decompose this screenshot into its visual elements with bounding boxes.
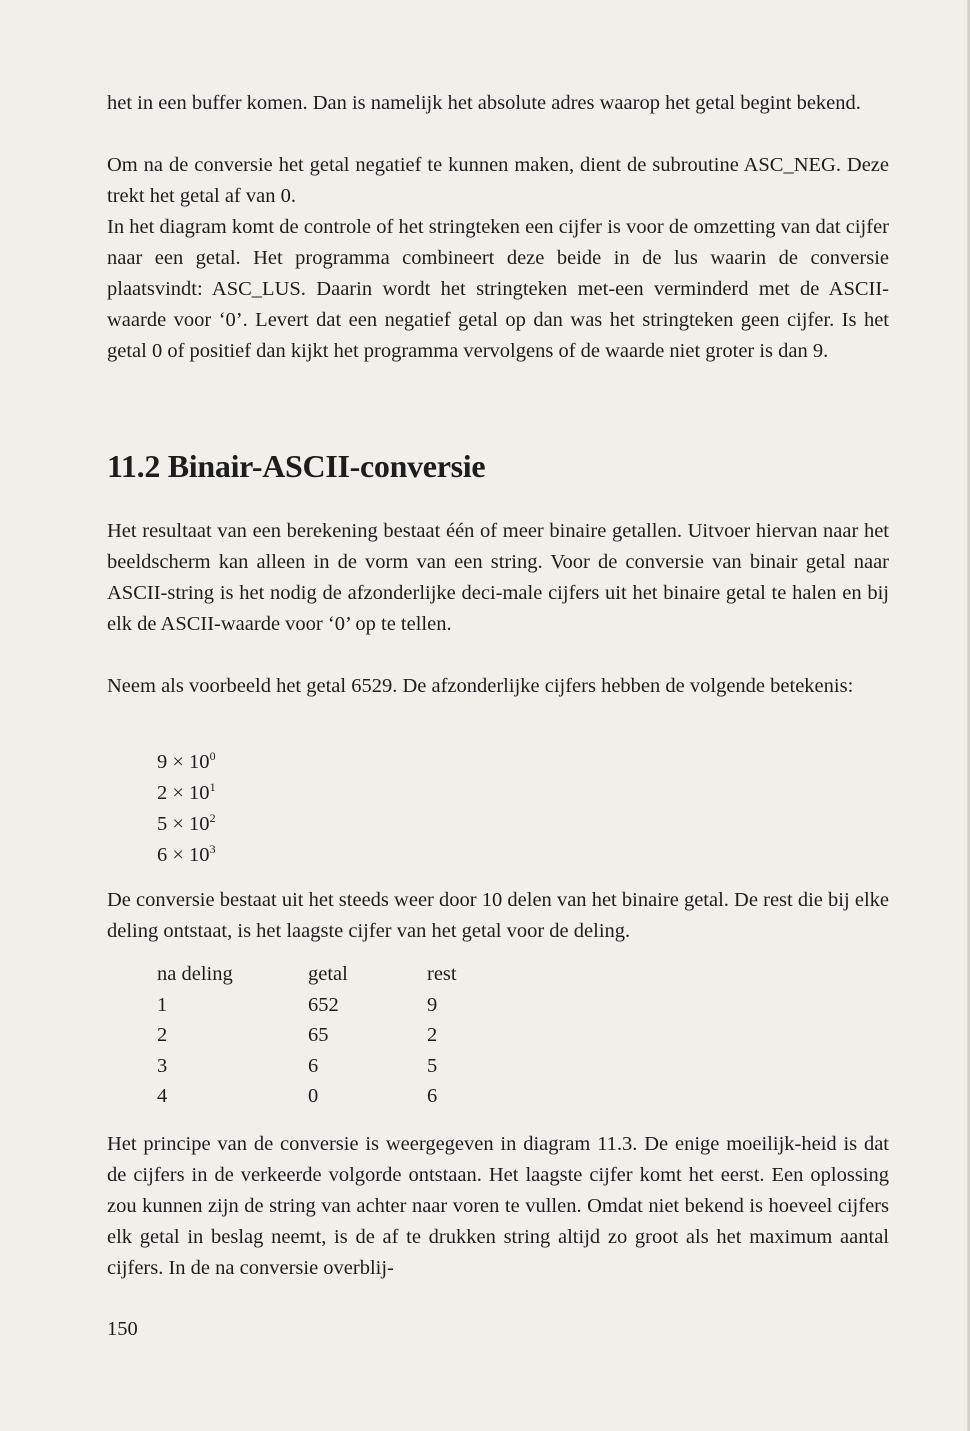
page-number: 150: [107, 1318, 138, 1340]
power-exponent: 1: [209, 780, 216, 794]
table-cell: 0: [308, 1085, 319, 1107]
power-base: 2 × 10: [157, 782, 210, 804]
power-line-1: [157, 778, 216, 809]
table-cell: 6: [308, 1054, 319, 1077]
paragraph-conversion: De conversie bestaat uit het steeds weer door 10 delen van het binaire getal. De rest die bij elke deling ontstaat, is het laagste cijfer van het getal voor de deling.: [107, 889, 889, 942]
power-line-3: [157, 840, 216, 871]
paragraph-buffer: het in een buffer komen. Dan is namelijk het absolute adres waarop het getal begint bekend.: [107, 92, 861, 114]
table-cell: 5: [427, 1054, 438, 1077]
table-cell: 3: [157, 1054, 168, 1077]
power-line-2: [157, 809, 216, 840]
power-line-0: [157, 747, 216, 778]
paragraph-diagram-control: In het diagram komt de controle of het stringteken een cijfer is voor de omzetting van dat cijfer naar een getal. Het programma combineert deze beide in de lus waarin de conversie plaatsvindt: ASC_LUS. Daarin wordt het stringteken met-een verminderd met de ASCII-waarde voor ‘0’. Levert dat een negatief getal op dan was het stringteken geen cijfer. Is het getal 0 of positief dan kijkt het programma vervolgens of de waarde niet groter is dan 9.: [107, 216, 889, 362]
section-heading: 11.2 Binair-ASCII-conversie: [107, 448, 486, 484]
table-cell: 1: [157, 993, 168, 1016]
paragraph-example: Neem als voorbeeld het getal 6529. De afzonderlijke cijfers hebben de volgende betekenis:: [107, 675, 854, 697]
paragraph-principle: Het principe van de conversie is weergegeven in diagram 11.3. De enige moeilijk-heid is dat de cijfers in de verkeerde volgorde ontstaan. Het laagste cijfer komt het eerst. Een oplossing zou kunnen zijn de string van achter naar voren te vullen. Omdat niet bekend is hoeveel cijfers elk getal in beslag neemt, is de af te drukken string altijd zo groot als het maximum aantal cijfers. In de na conversie overblij-: [107, 1133, 889, 1279]
power-base: 9 × 10: [157, 751, 210, 773]
power-exponent: 2: [209, 811, 216, 825]
table-cell: 4: [157, 1085, 168, 1107]
power-exponent: 3: [209, 842, 216, 856]
table-header-cell: na deling: [157, 963, 233, 985]
table-cell: 2: [157, 1024, 168, 1046]
table-header-cell: getal: [308, 963, 348, 985]
table-header-cell: rest: [427, 963, 457, 985]
paragraph-result: Het resultaat van een berekening bestaat één of meer binaire getallen. Uitvoer hiervan naar het beeldscherm kan alleen in de vorm van een string. Voor de conversie van binair getal naar ASCII-string is het nodig de afzonderlijke deci-male cijfers uit het binaire getal te halen en bij elk de ASCII-waarde voor ‘0’ op te tellen.: [107, 520, 889, 635]
power-exponent: 0: [209, 749, 216, 763]
table-cell: 6: [427, 1085, 438, 1107]
table-cell: 2: [427, 1024, 438, 1046]
power-base: 6 × 10: [157, 844, 210, 866]
table-cell: 652: [308, 993, 339, 1016]
paragraph-asc-neg: Om na de conversie het getal negatief te kunnen maken, dient de subroutine ASC_NEG. Deze trekt het getal af van 0.: [107, 154, 889, 207]
table-cell: 9: [427, 993, 438, 1016]
power-base: 5 × 10: [157, 813, 210, 835]
table-cell: 65: [308, 1024, 329, 1046]
